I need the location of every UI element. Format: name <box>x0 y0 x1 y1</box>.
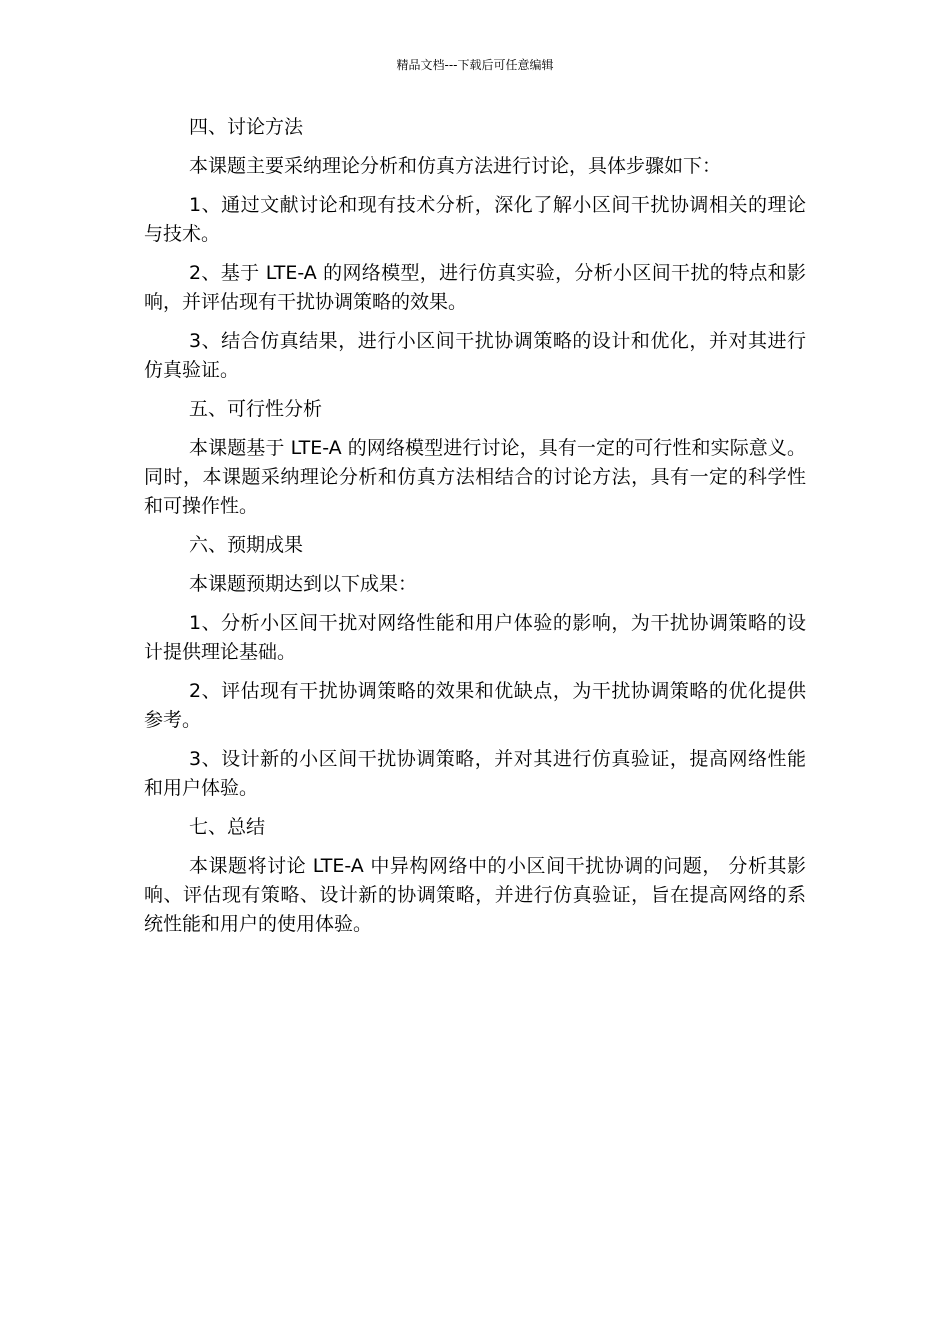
list-item: 2、评估现有干扰协调策略的效果和优缺点，为干扰协调策略的优化提供参考。 <box>144 680 806 731</box>
section-heading-expected-results: 六、预期成果 <box>189 534 304 556</box>
section-heading-feasibility: 五、可行性分析 <box>189 398 323 420</box>
list-item: 3、设计新的小区间干扰协调策略，并对其进行仿真验证，提高网络性能和用户体验。 <box>144 748 806 799</box>
page-header: 精品文档---下载后可任意编辑 <box>396 58 554 72</box>
section-heading-methods: 四、讨论方法 <box>189 116 304 138</box>
list-item: 1、通过文献讨论和现有技术分析，深化了解小区间干扰协调相关的理论与技术。 <box>144 194 806 245</box>
paragraph: 本课题预期达到以下成果： <box>189 573 418 595</box>
list-item: 1、分析小区间干扰对网络性能和用户体验的影响，为干扰协调策略的设计提供理论基础。 <box>144 612 806 663</box>
paragraph: 本课题将讨论 LTE-A 中异构网络中的小区间干扰协调的问题， 分析其影响、评估现有策略、设计新的协调策略，并进行仿真验证，旨在提高网络的系统性能和用户的使用体验。 <box>144 855 806 935</box>
document-body <box>144 113 806 949</box>
paragraph: 本课题基于 LTE-A 的网络模型进行讨论，具有一定的可行性和实际意义。同时，本课题采纳理论分析和仿真方法相结合的讨论方法，具有一定的科学性和可操作性。 <box>144 437 806 517</box>
list-item: 2、基于 LTE-A 的网络模型，进行仿真实验，分析小区间干扰的特点和影响，并评估现有干扰协调策略的效果。 <box>144 262 806 313</box>
paragraph: 本课题主要采纳理论分析和仿真方法进行讨论，具体步骤如下： <box>189 155 722 177</box>
section-heading-summary: 七、总结 <box>189 816 266 838</box>
list-item: 3、结合仿真结果，进行小区间干扰协调策略的设计和优化，并对其进行仿真验证。 <box>144 330 806 381</box>
